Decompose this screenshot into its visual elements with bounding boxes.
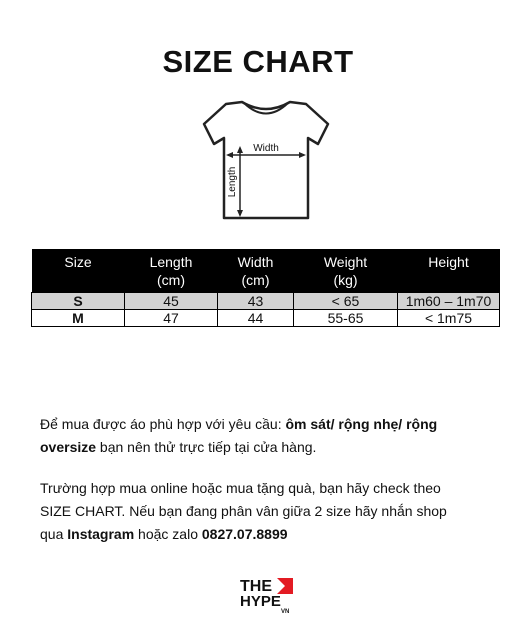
zalo-phone: 0827.07.8899 xyxy=(201,526,288,542)
table-header-row xyxy=(32,249,500,293)
tshirt-outline xyxy=(204,102,328,218)
size-table xyxy=(31,249,500,327)
weight-cell: < 65 xyxy=(294,293,398,310)
width-label: Width xyxy=(253,143,279,154)
instagram-label: Instagram xyxy=(67,526,135,542)
header-height: Height xyxy=(398,249,500,293)
logo-suffix: VN xyxy=(281,609,290,614)
fit-options: ôm sát/ rộng nhẹ/ rộng oversize xyxy=(40,416,438,455)
logo-line-2: HYPE xyxy=(240,593,281,610)
logo-red-accent xyxy=(277,578,293,594)
size-cell: S xyxy=(32,293,125,310)
width-cell: 44 xyxy=(218,310,294,327)
size-cell: M xyxy=(32,310,125,327)
length-label: Length xyxy=(227,166,238,198)
weight-cell: 55-65 xyxy=(294,310,398,327)
table-row xyxy=(32,293,500,310)
note-paragraph-fit: Để mua được áo phù hợp với yêu cầu: ôm sát/ rộng nhẹ/ rộng oversize bạn nên thử trực tiếp tại cửa hàng. xyxy=(40,416,438,455)
tshirt-diagram xyxy=(198,98,334,222)
purchase-note xyxy=(40,413,470,564)
header-length: Length (cm) xyxy=(125,249,218,293)
header-width: Width (cm) xyxy=(218,249,294,293)
table-row xyxy=(32,310,500,327)
height-cell: 1m60 – 1m70 xyxy=(398,293,500,310)
logo-line-1: THE xyxy=(240,578,272,595)
width-cell: 43 xyxy=(218,293,294,310)
page-title: SIZE CHART xyxy=(162,44,354,79)
note-paragraph-contact: Trường hợp mua online hoặc mua tặng quà, bạn hãy check theo SIZE CHART. Nếu bạn đang phân vân giữa 2 size hãy nhắn shop qua Instagram hoặc zalo 0827.07.8899 xyxy=(40,480,447,542)
height-cell: < 1m75 xyxy=(398,310,500,327)
length-cell: 45 xyxy=(125,293,218,310)
header-size: Size xyxy=(32,249,125,293)
the-hype-logo xyxy=(237,574,297,614)
length-cell: 47 xyxy=(125,310,218,327)
header-weight: Weight (kg) xyxy=(294,249,398,293)
